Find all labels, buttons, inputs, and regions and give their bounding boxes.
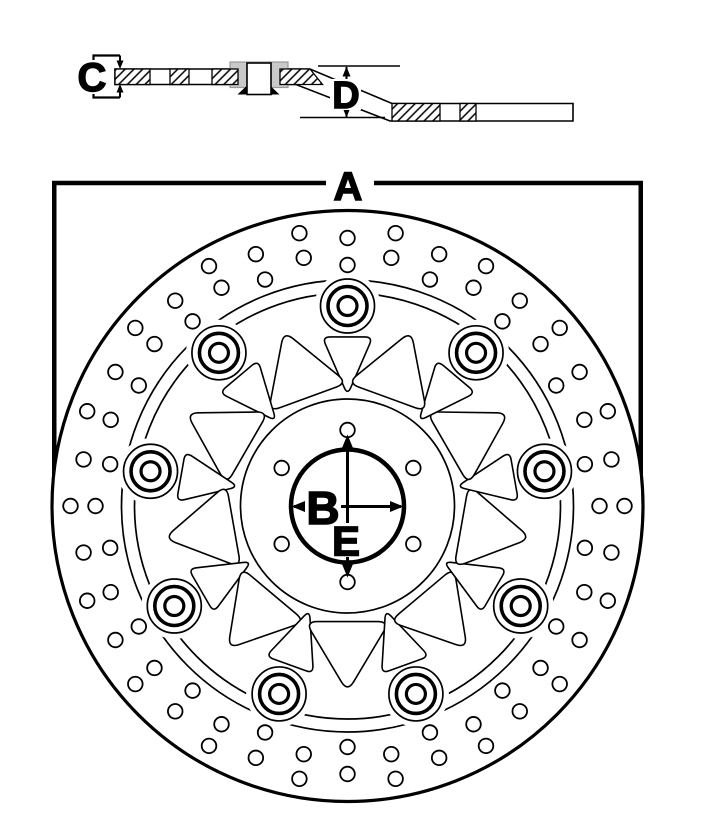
drill-hole: [512, 293, 527, 308]
drill-hole: [76, 452, 91, 467]
drill-hole: [292, 226, 307, 241]
drill-hole: [103, 585, 118, 600]
drill-hole: [296, 747, 311, 762]
hub-bolt-hole: [406, 461, 421, 476]
drill-hole: [128, 321, 143, 336]
drill-hole: [108, 633, 123, 648]
drill-hole: [258, 725, 273, 740]
drill-hole: [384, 747, 399, 762]
drill-hole: [147, 337, 162, 352]
drill-hole: [466, 280, 481, 295]
drill-hole: [512, 704, 527, 719]
drill-hole: [479, 739, 494, 754]
drill-hole: [617, 499, 632, 514]
drill-hole: [495, 683, 510, 698]
drill-hole: [103, 413, 118, 428]
drill-hole: [479, 259, 494, 274]
cross-section-view: [75, 56, 573, 122]
drill-hole: [466, 717, 481, 732]
drill-hole: [103, 457, 118, 472]
drill-hole: [577, 585, 592, 600]
drill-hole: [549, 378, 564, 393]
drill-hole: [88, 499, 103, 514]
rivet-body: [247, 63, 271, 95]
drill-hole: [185, 683, 200, 698]
drill-hole: [432, 751, 447, 766]
drill-hole: [202, 739, 217, 754]
button-rivet-hole: [406, 684, 425, 703]
drill-hole: [80, 593, 95, 608]
hub-bolt-hole: [406, 537, 421, 552]
hatch-segment: [212, 69, 238, 85]
drill-hole: [340, 231, 355, 246]
drill-hole: [131, 378, 146, 393]
drill-hole: [572, 365, 587, 380]
drill-hole: [592, 499, 607, 514]
button-rivet-hole: [535, 462, 554, 481]
drill-hole: [495, 314, 510, 329]
button-rivet-hole: [511, 597, 530, 616]
drill-hole: [128, 677, 143, 692]
drill-hole: [108, 365, 123, 380]
drill-hole: [578, 457, 593, 472]
label-offset-D: D: [332, 75, 360, 117]
label-bolt-spacing-E: E: [331, 517, 361, 565]
drill-hole: [168, 704, 183, 719]
hatch-segment: [170, 69, 189, 85]
drill-hole: [214, 280, 229, 295]
drill-hole: [577, 413, 592, 428]
hatch-segment: [115, 69, 150, 85]
hub-bolt-hole: [274, 461, 289, 476]
button-rivet-hole: [338, 297, 357, 316]
drill-hole: [600, 404, 615, 419]
hatch-segment-carrier: [460, 104, 476, 122]
drill-hole: [258, 272, 273, 287]
drill-hole: [292, 771, 307, 786]
drill-hole: [168, 293, 183, 308]
button-rivet-hole: [467, 343, 486, 362]
drill-hole: [80, 404, 95, 419]
drill-hole: [340, 740, 355, 755]
drill-hole: [533, 337, 548, 352]
drill-hole: [423, 725, 438, 740]
drill-hole: [249, 247, 264, 262]
button-rivet-hole: [165, 597, 184, 616]
drill-hole: [388, 226, 403, 241]
drill-hole: [432, 247, 447, 262]
drill-hole: [340, 258, 355, 273]
drill-hole: [552, 321, 567, 336]
label-bore-B: B: [306, 482, 340, 534]
drill-hole: [572, 633, 587, 648]
c-arrowhead-down: [117, 61, 124, 70]
button-rivet-hole: [209, 343, 228, 362]
drill-hole: [388, 771, 403, 786]
drill-hole: [340, 767, 355, 782]
drill-hole: [214, 717, 229, 732]
label-thickness-C: C: [77, 56, 107, 100]
drill-hole: [578, 541, 593, 556]
drill-hole: [552, 677, 567, 692]
drill-hole: [600, 593, 615, 608]
drill-hole: [131, 619, 146, 634]
drill-hole: [63, 499, 78, 514]
button-rivet-hole: [270, 684, 289, 703]
drill-hole: [296, 251, 311, 266]
button-rivet-hole: [141, 462, 160, 481]
drill-hole: [249, 751, 264, 766]
drill-hole: [423, 272, 438, 287]
drill-hole: [103, 541, 118, 556]
drill-hole: [147, 661, 162, 676]
drill-hole: [533, 661, 548, 676]
drill-hole: [604, 545, 619, 560]
hub-bolt-hole: [274, 537, 289, 552]
label-outer-diameter-A: A: [333, 165, 363, 209]
hatch-segment-carrier: [392, 104, 440, 122]
drill-hole: [604, 452, 619, 467]
drill-hole: [76, 545, 91, 560]
drill-hole: [549, 619, 564, 634]
drill-hole: [202, 259, 217, 274]
drill-hole: [384, 251, 399, 266]
drill-hole: [185, 314, 200, 329]
